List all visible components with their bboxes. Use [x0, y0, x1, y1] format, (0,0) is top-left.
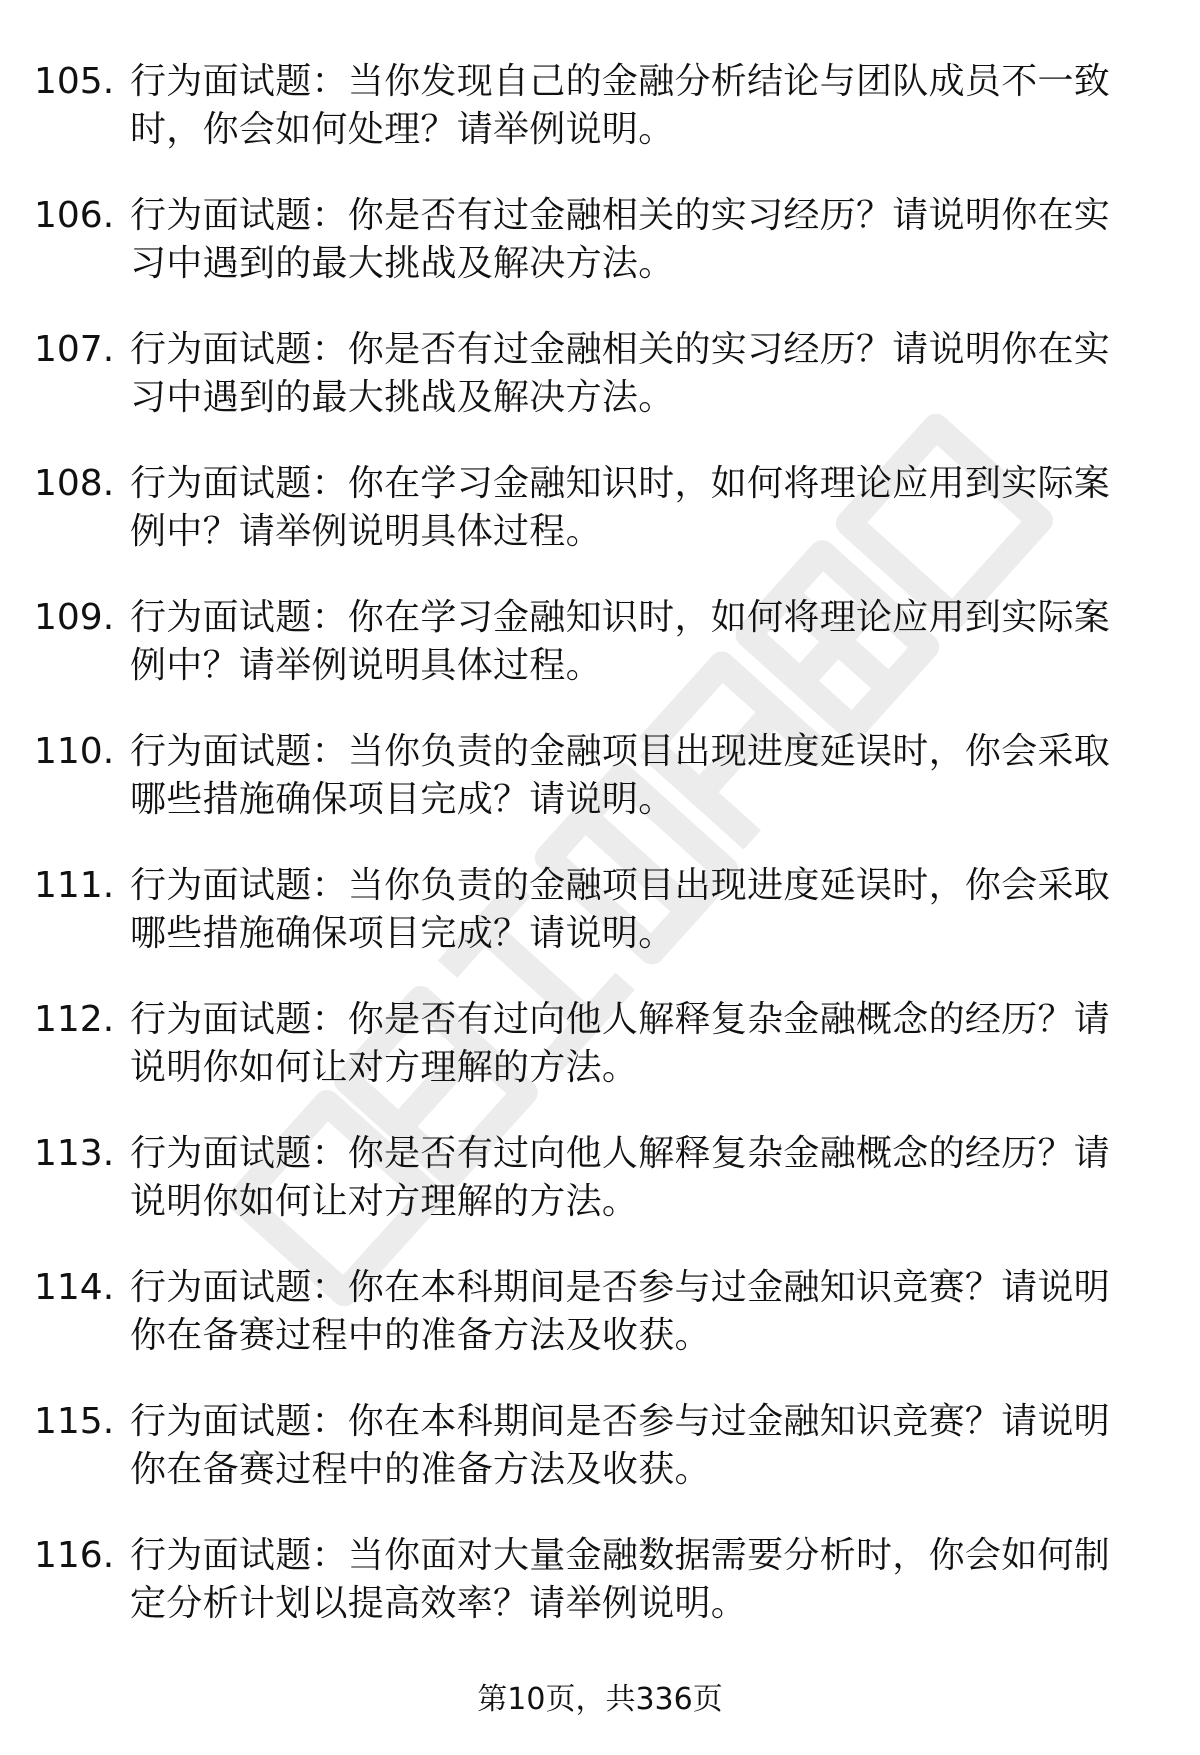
question-number: 113. — [34, 1133, 115, 1174]
question-number: 116. — [34, 1535, 115, 1576]
question-number: 108. — [34, 463, 115, 504]
question-text: 行为面试题：你是否有过金融相关的实习经历？请说明你在实习中遇到的最大挑战及解决方法。 — [130, 195, 1111, 284]
question-list — [34, 58, 1144, 1666]
question-item — [34, 58, 1144, 192]
question-text: 行为面试题：你是否有过向他人解释复杂金融概念的经历？请说明你如何让对方理解的方法。 — [130, 999, 1111, 1088]
question-item — [34, 594, 1144, 728]
question-item — [34, 326, 1144, 460]
question-number: 106. — [34, 195, 115, 236]
question-number: 107. — [34, 329, 115, 370]
question-item — [34, 1398, 1144, 1532]
question-text: 行为面试题：你在学习金融知识时，如何将理论应用到实际案例中？请举例说明具体过程。 — [130, 463, 1111, 552]
question-item — [34, 996, 1144, 1130]
question-item — [34, 1532, 1144, 1666]
question-text: 行为面试题：当你发现自己的金融分析结论与团队成员不一致时，你会如何处理？请举例说明。 — [130, 61, 1111, 150]
page-number: 第10页，共336页 — [477, 1682, 723, 1717]
question-text: 行为面试题：你是否有过金融相关的实习经历？请说明你在实习中遇到的最大挑战及解决方法。 — [130, 329, 1111, 418]
question-number: 105. — [34, 61, 115, 102]
question-text: 行为面试题：你在学习金融知识时，如何将理论应用到实际案例中？请举例说明具体过程。 — [130, 597, 1111, 686]
question-item — [34, 1130, 1144, 1264]
question-number: 110. — [34, 731, 115, 772]
question-text: 行为面试题：当你负责的金融项目出现进度延误时，你会采取哪些措施确保项目完成？请说明。 — [130, 731, 1111, 820]
question-item — [34, 728, 1144, 862]
question-number: 112. — [34, 999, 115, 1040]
question-number: 115. — [34, 1401, 115, 1442]
question-text: 行为面试题：当你面对大量金融数据需要分析时，你会如何制定分析计划以提高效率？请举例说明。 — [130, 1535, 1111, 1624]
question-number: 109. — [34, 597, 115, 638]
question-item — [34, 862, 1144, 996]
question-text: 行为面试题：你在本科期间是否参与过金融知识竞赛？请说明你在备赛过程中的准备方法及收获。 — [130, 1401, 1111, 1490]
question-item — [34, 192, 1144, 326]
question-text: 行为面试题：当你负责的金融项目出现进度延误时，你会采取哪些措施确保项目完成？请说明。 — [130, 865, 1111, 954]
question-number: 111. — [34, 865, 115, 906]
question-item — [34, 460, 1144, 594]
question-text: 行为面试题：你在本科期间是否参与过金融知识竞赛？请说明你在备赛过程中的准备方法及收获。 — [130, 1267, 1111, 1356]
question-text: 行为面试题：你是否有过向他人解释复杂金融概念的经历？请说明你如何让对方理解的方法。 — [130, 1133, 1111, 1222]
question-number: 114. — [34, 1267, 115, 1308]
question-item — [34, 1264, 1144, 1398]
